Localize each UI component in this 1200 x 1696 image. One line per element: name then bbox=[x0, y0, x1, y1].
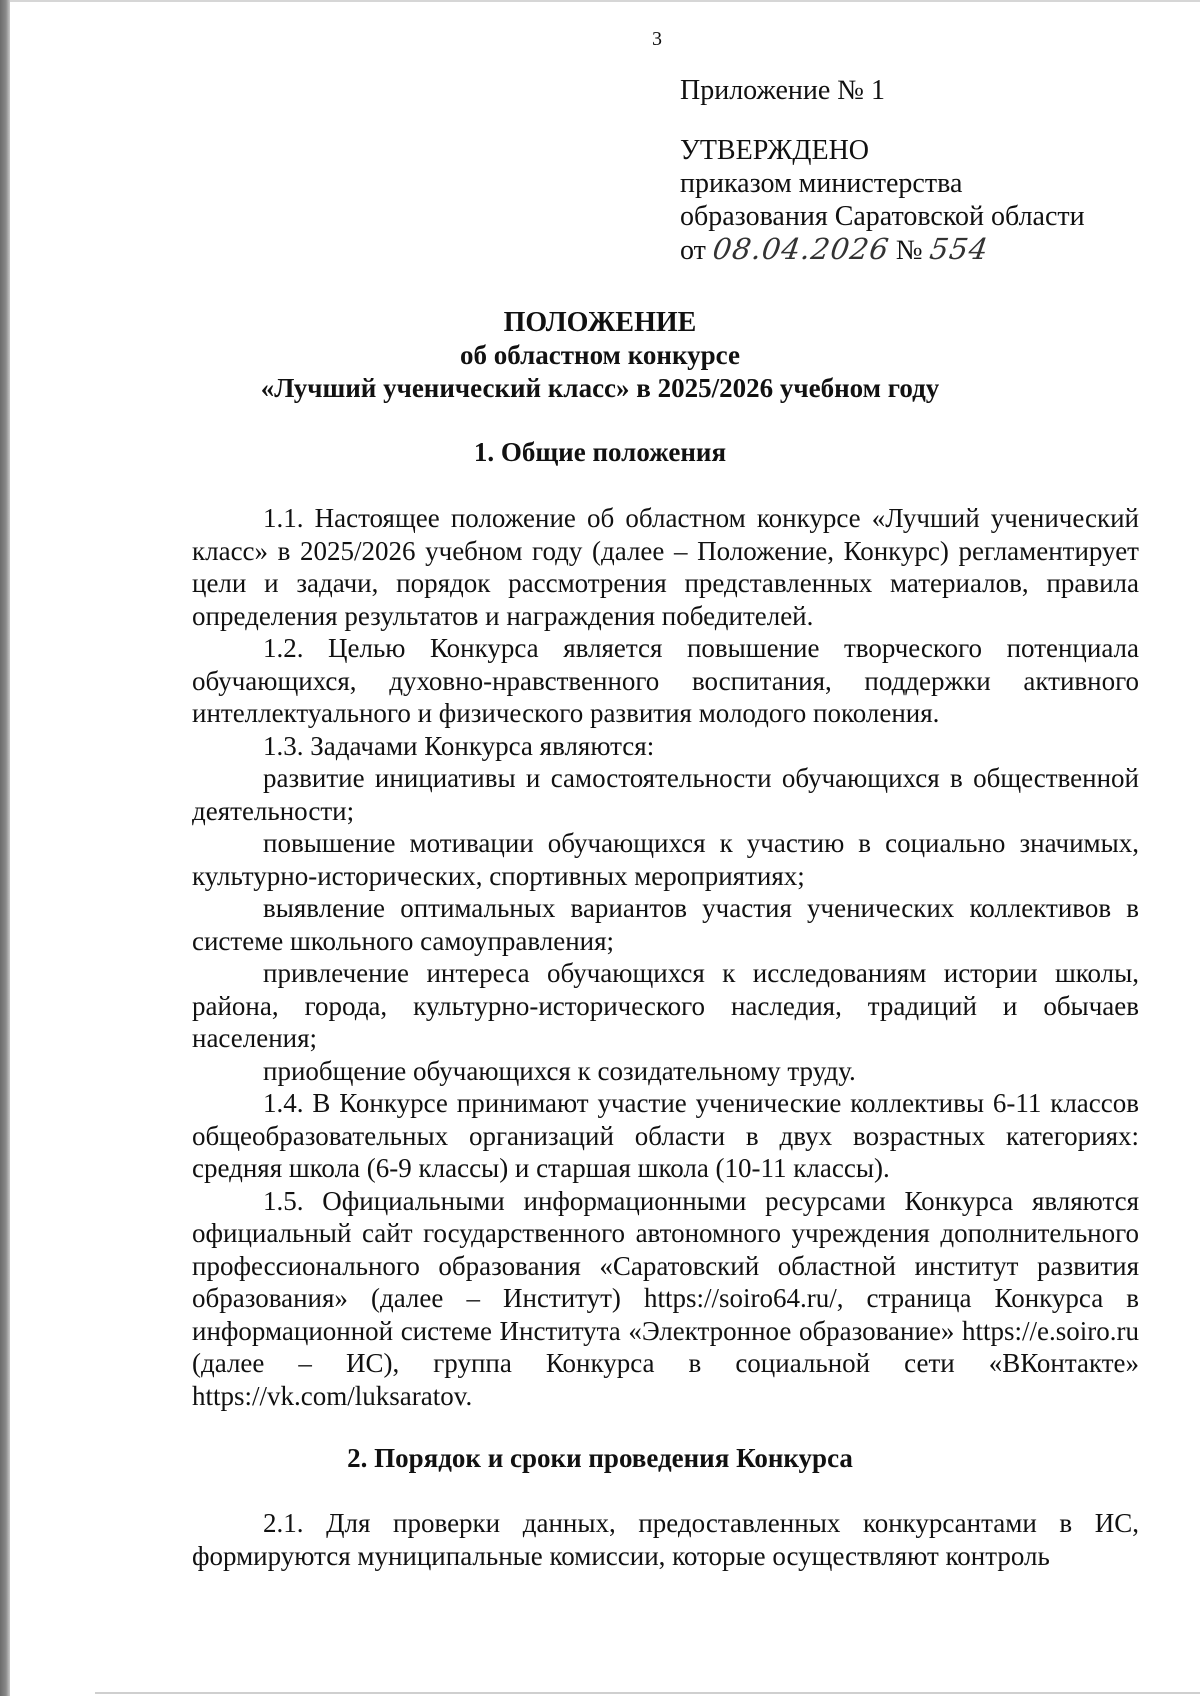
list-item-task-1: развитие инициативы и самостоятельности обучающихся в общественной деятельности; bbox=[192, 763, 1139, 826]
scan-left-edge bbox=[0, 0, 10, 1696]
approved-stamp-text: УТВЕРЖДЕНО bbox=[680, 135, 870, 166]
date-prefix: от bbox=[680, 235, 706, 266]
page-number: 3 bbox=[652, 28, 662, 50]
title-main: ПОЛОЖЕНИЕ bbox=[503, 307, 697, 338]
title-line-2: об областном конкурсе bbox=[460, 340, 740, 370]
title-line-3: «Лучший ученический класс» в 2025/2026 учебном году bbox=[260, 373, 940, 403]
appendix-label: Приложение № 1 bbox=[680, 75, 885, 106]
handwritten-number: 554 bbox=[927, 232, 991, 266]
list-item-task-2: повышение мотивации обучающихся к участию в социально значимых, культурно-исторических, спортивных мероприятиях; bbox=[192, 828, 1139, 891]
approval-block bbox=[680, 74, 1085, 267]
order-date-line bbox=[680, 233, 1085, 267]
handwritten-date: 08.04.2026 bbox=[710, 232, 892, 266]
section-1-body bbox=[192, 502, 1139, 1412]
document-title bbox=[0, 306, 1200, 405]
paragraph-2-1: 2.1. Для проверки данных, предоставленных конкурсантами в ИС, формируются муниципальные комиссии, которые осуществляют контроль bbox=[192, 1508, 1139, 1571]
paragraph-1-2: 1.2. Целью Конкурса является повышение творческого потенциала обучающихся, духовно-нравственного воспитания, поддержки активного интеллектуального и физического развития молодого поколения. bbox=[192, 633, 1139, 728]
paragraph-1-1: 1.1. Настоящее положение об областном конкурсе «Лучший ученический класс» в 2025/2026 учебном году (далее – Положение, Конкурс) регламентирует цели и задачи, порядок рассмотрения представленных материалов, правила определения результатов и награждения победителей. bbox=[192, 503, 1139, 631]
order-line-1: приказом министерства bbox=[680, 168, 963, 199]
paragraph-1-3: 1.3. Задачами Конкурса являются: bbox=[263, 730, 655, 761]
scan-top-edge bbox=[10, 0, 1200, 2]
paragraph-1-5: 1.5. Официальными информационными ресурсами Конкурса являются официальный сайт государственного автономного учреждения дополнительного профессионального образования «Саратовский областной институт развития образования» (далее – Институт) https://soiro64.ru/, страница Конкурса в информационной системе Института «Электронное образование» https://e.soiro.ru (далее – ИС), группа Конкурса в социальной сети «ВКонтакте» https://vk.com/luksaratov. bbox=[192, 1185, 1139, 1411]
number-prefix: № bbox=[895, 235, 923, 266]
section-2-heading: 2. Порядок и сроки проведения Конкурса bbox=[347, 1443, 853, 1473]
list-item-task-5: приобщение обучающихся к созидательному труду. bbox=[263, 1055, 856, 1086]
paragraph-1-4: 1.4. В Конкурсе принимают участие ученические коллективы 6-11 классов общеобразовательных организаций области в двух возрастных категориях: средняя школа (6-9 классы) и старшая школа (10-11 классы). bbox=[192, 1088, 1139, 1183]
scan-bottom-edge bbox=[95, 1692, 1200, 1694]
order-line-2: образования Саратовской области bbox=[680, 201, 1085, 232]
section-1-heading: 1. Общие положения bbox=[473, 437, 727, 467]
list-item-task-4: привлечение интереса обучающихся к исследованиям истории школы, района, города, культурно-исторического наследия, традиций и обычаев населения; bbox=[192, 958, 1139, 1053]
list-item-task-3: выявление оптимальных вариантов участия ученических коллективов в системе школьного самоуправления; bbox=[192, 893, 1139, 956]
section-2-body bbox=[192, 1507, 1139, 1572]
